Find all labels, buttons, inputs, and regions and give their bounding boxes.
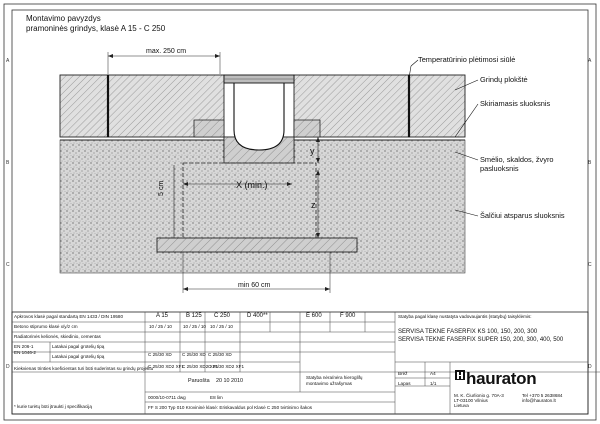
row-mark: D <box>6 364 10 370</box>
class-c250: C 250 <box>214 313 231 319</box>
row-standard-a: EN 206-1 <box>14 344 34 349</box>
product-line-2: SERVISA TEKNE FASERFIX SUPER 150, 200, 300, 400, 500 <box>398 337 564 343</box>
row-load-class: Apkrovos klasė pagal standartą EN 1433 / DIN 19580 <box>14 314 124 319</box>
callout-gravel-2: pasluoksnis <box>480 164 519 173</box>
row-mark: A <box>588 58 592 64</box>
concrete-c: 10 / 25 / 10 <box>210 324 233 329</box>
dim-top-width: max. 250 cm <box>146 48 187 55</box>
callout-gravel: Smėlio, skaldos, žvyro <box>480 155 554 164</box>
dim-x: X (min.) <box>236 180 268 190</box>
phone: Tel +370 5 2638684 <box>522 393 563 398</box>
note-2: * kurie turėtų būti įtraukti į specifikaciją <box>14 404 92 409</box>
row-standard-b: EN 1046-2 <box>14 350 36 355</box>
sheet-value: 1/1 <box>430 381 437 386</box>
dim-z: z <box>311 200 316 210</box>
row-concrete: Betono stiprumo klasė x/y/z cm <box>14 324 78 329</box>
doc-number: 0000/10-0711 dwg <box>148 395 186 400</box>
address-1: M. K. Čiurlionio g. 70A-3 <box>454 393 504 398</box>
product-line-1: SERVISA TEKNE FASERFIX KS 100, 150, 200, 300 <box>398 329 538 335</box>
row-channel-label-b: Latakai pagal grotelių tipą <box>52 354 105 359</box>
drawing-title: Montavimo pavyzdys <box>26 14 101 23</box>
brand-logo-text: hauraton <box>466 369 537 388</box>
format-label: Brėž <box>398 371 408 376</box>
scale: E8 lim <box>210 395 223 400</box>
row-mark: D <box>588 364 592 370</box>
callout-slab: Grindų plokštė <box>480 75 528 84</box>
dim-y: y <box>310 146 315 156</box>
callout-seal: Temperatūrinio plėtimosi siūlė <box>418 55 516 64</box>
row-mark: C <box>6 262 10 268</box>
drawn-label: Paruošta <box>188 378 210 384</box>
dim-5cm: 5 cm <box>158 180 165 196</box>
callout-separator: Skiriamasis sluoksnis <box>480 99 551 108</box>
drawn-date: 20 10 2010 <box>216 378 243 384</box>
doc-desc-1: Statyba nėra/nėra hieroglifų <box>306 375 363 380</box>
row-mark: B <box>6 160 10 166</box>
ad-code2-c: C 25/30 XD2 XF1 <box>208 364 245 369</box>
address-3: Lietuva <box>454 403 469 408</box>
class-a15: A 15 <box>156 313 169 319</box>
concrete-a: 10 / 25 / 10 <box>149 324 172 329</box>
ad-code2-b: C 25/30 XD2 XF1 <box>182 364 219 369</box>
footer-text: FF S 200 Typ 010 Krovininė klasė: Eriskavaldus pol Klasė C 250 tvirtinimo šakos <box>148 405 313 410</box>
doc-desc-2: montavimo užrašymas <box>306 381 352 386</box>
row-radiator: Radiatorinės kelionės, skiedinio, cementas <box>14 334 101 339</box>
ad-code2-a: C 25/30 XD2 XF1 <box>148 364 185 369</box>
class-d400: D 400** <box>247 313 268 319</box>
note-1: Kiekvienas trinties koeficientas turi būti suderintas su grindų projektu <box>14 366 154 371</box>
email: info@hauraton.lt <box>522 398 556 403</box>
callout-frost: Šalčiui atsparus sluoksnis <box>480 211 565 220</box>
row-mark: A <box>6 58 10 64</box>
class-e600: E 600 <box>306 313 322 319</box>
address-2: LT-03100 Vilnius <box>454 398 488 403</box>
format-value: A4 <box>430 371 436 376</box>
description-heading: Statyba pagal klasę nustatyta vadovaujantis (statybų) taisyklėmis: <box>398 314 532 319</box>
row-mark: B <box>588 160 592 166</box>
dim-bottom-width: min 60 cm <box>238 282 271 289</box>
ad-code-c: C 25/30 XD <box>208 352 232 357</box>
concrete-b: 10 / 25 / 10 <box>183 324 206 329</box>
drawing-subtitle: pramoninės grindys, klasė A 15 - C 250 <box>26 24 166 33</box>
row-mark: C <box>588 262 592 268</box>
class-b125: B 125 <box>186 313 202 319</box>
ad-code-a: C 25/30 XD <box>148 352 172 357</box>
row-channel-label-a: Latakai pagal grotelių tipą <box>52 344 105 349</box>
ad-code-b: C 25/30 XD <box>182 352 206 357</box>
sheet-label: Lapas <box>398 381 411 386</box>
class-f900: F 900 <box>340 313 356 319</box>
